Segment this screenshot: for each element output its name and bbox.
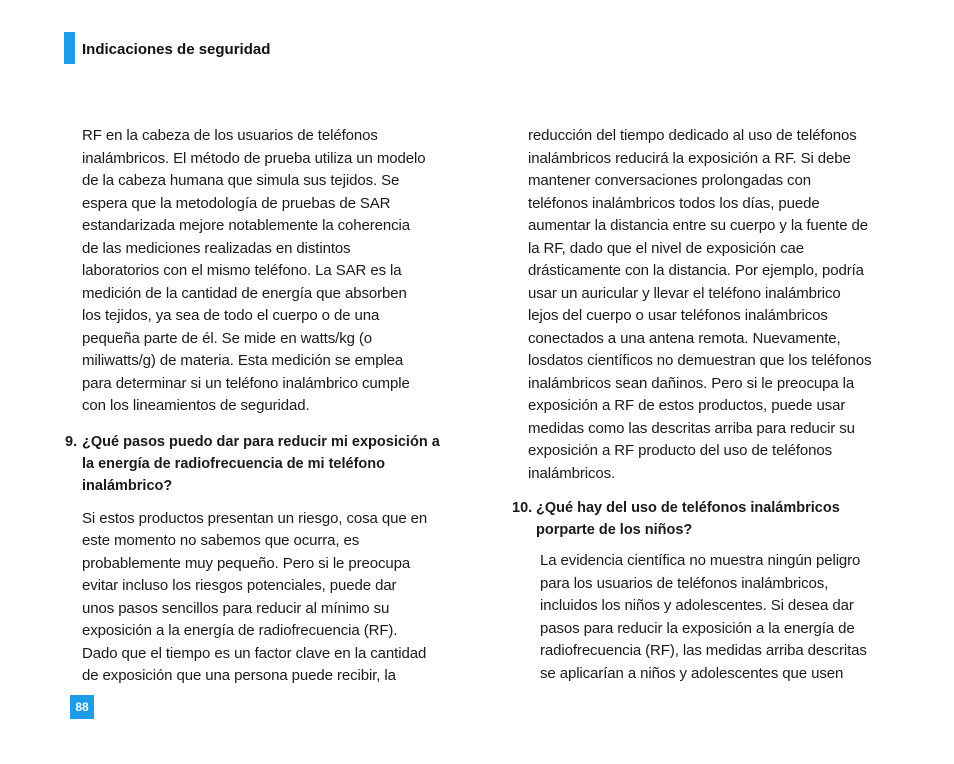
text-line: con los lineamientos de seguridad. [82,397,310,414]
text-line: inalámbricos. El método de prueba utiliza un modelo [82,149,426,167]
text-line: inalámbricos reducirá la exposición a RF. Si debe [528,149,851,167]
section-title: Indicaciones de seguridad [82,41,271,58]
text-line: RF en la cabeza de los usuarios de teléfonos [82,127,378,144]
text-line: conectados a una antena remota. Nuevamente, [528,329,841,347]
left-paragraph-1 [82,125,472,418]
heading-line: ¿Qué pasos puedo dar para reducir mi exposición a [82,433,440,450]
text-line: probablemente muy pequeño. Pero si le preocupa [82,554,411,572]
text-line: para determinar si un teléfono inalámbrico cumple [82,374,410,392]
text-line: Si estos productos presentan un riesgo, cosa que en [82,509,428,527]
text-line: losdatos científicos no demuestran que los teléfonos [528,352,872,369]
text-line: los tejidos, ya sea de todo el cuerpo o de una [82,307,380,324]
question-10-heading [512,497,918,541]
heading-line: ¿Qué hay del uso de teléfonos inalámbricos [536,500,840,516]
text-line: para los usuarios de teléfonos inalámbricos, [540,574,829,592]
text-line: de exposición que una persona puede recibir, la [82,667,396,684]
text-line: de las mediciones realizadas en distintos [82,239,351,257]
right-paragraph-2 [528,550,918,685]
text-line: usar un auricular y llevar el teléfono inalámbrico [528,284,841,302]
text-line: medidas como las descritas arriba para reducir su [528,419,855,437]
text-line: drásticamente con la distancia. Por ejemplo, podría [528,262,864,279]
left-column [65,125,472,688]
text-line: medición de la cantidad de energía que absorben [82,284,407,302]
text-line: este momento no sabemos que ocurra, es [82,532,360,549]
text-line: aumentar la distancia entre su cuerpo y la fuente de [528,217,869,234]
text-line: mantener conversaciones prolongadas con [528,172,811,189]
text-line: espera que la metodología de pruebas de SAR [82,194,391,212]
text-line: unos pasos sencillos para reducir al mínimo su [82,599,390,617]
text-line: laboratorios con el mismo teléfono. La SAR es la [82,262,402,279]
heading-line: la energía de radiofrecuencia de mi teléfono [82,455,385,472]
right-paragraph-1 [528,125,918,485]
text-line: exposición a la energía de radiofrecuencia (RF). [82,622,398,639]
right-column [512,125,918,685]
text-line: de la cabeza humana que simula sus tejidos. Se [82,172,400,189]
text-line: reducción del tiempo dedicado al uso de teléfonos [528,127,857,144]
question-number: 10. [512,500,533,516]
text-line: exposición a RF producto del uso de teléfonos [528,442,833,459]
heading-line: porparte de los niños? [536,522,693,538]
text-line: incluidos los niños y adolescentes. Si desea dar [540,597,854,614]
text-line: Dado que el tiempo es un factor clave en la cantidad [82,644,427,662]
text-line: miliwatts/g) de materia. Esta medición se emplea [82,352,404,369]
text-line: pasos para reducir la exposición a la energía de [540,619,855,637]
text-line: inalámbricos sean dañinos. Pero si le preocupa la [528,374,855,392]
page-number: 88 [70,695,94,719]
text-line: la RF, dado que el nivel de exposición cae [528,239,804,257]
question-9-heading [65,431,472,497]
text-line: se aplicarían a niños y adolescentes que usen [540,664,844,682]
text-line: radiofrecuencia (RF), las medidas arriba descritas [540,642,867,659]
heading-line: inalámbrico? [82,477,173,494]
text-line: lejos del cuerpo o usar teléfonos inalámbricos [528,307,828,324]
text-line: exposición a RF de estos productos, puede usar [528,397,846,414]
text-line: evitar incluso los riesgos potenciales, puede dar [82,577,397,594]
section-marker [64,32,75,64]
text-line: La evidencia científica no muestra ningún peligro [540,552,861,569]
left-paragraph-2 [82,508,472,688]
text-line: teléfonos inalámbricos todos los días, puede [528,194,820,212]
text-line: inalámbricos. [528,464,616,482]
text-line: pequeña parte de él. Se mide en watts/kg (o [82,329,373,347]
text-line: estandarizada mejore notablemente la coherencia [82,217,411,234]
question-number: 9. [65,433,78,450]
